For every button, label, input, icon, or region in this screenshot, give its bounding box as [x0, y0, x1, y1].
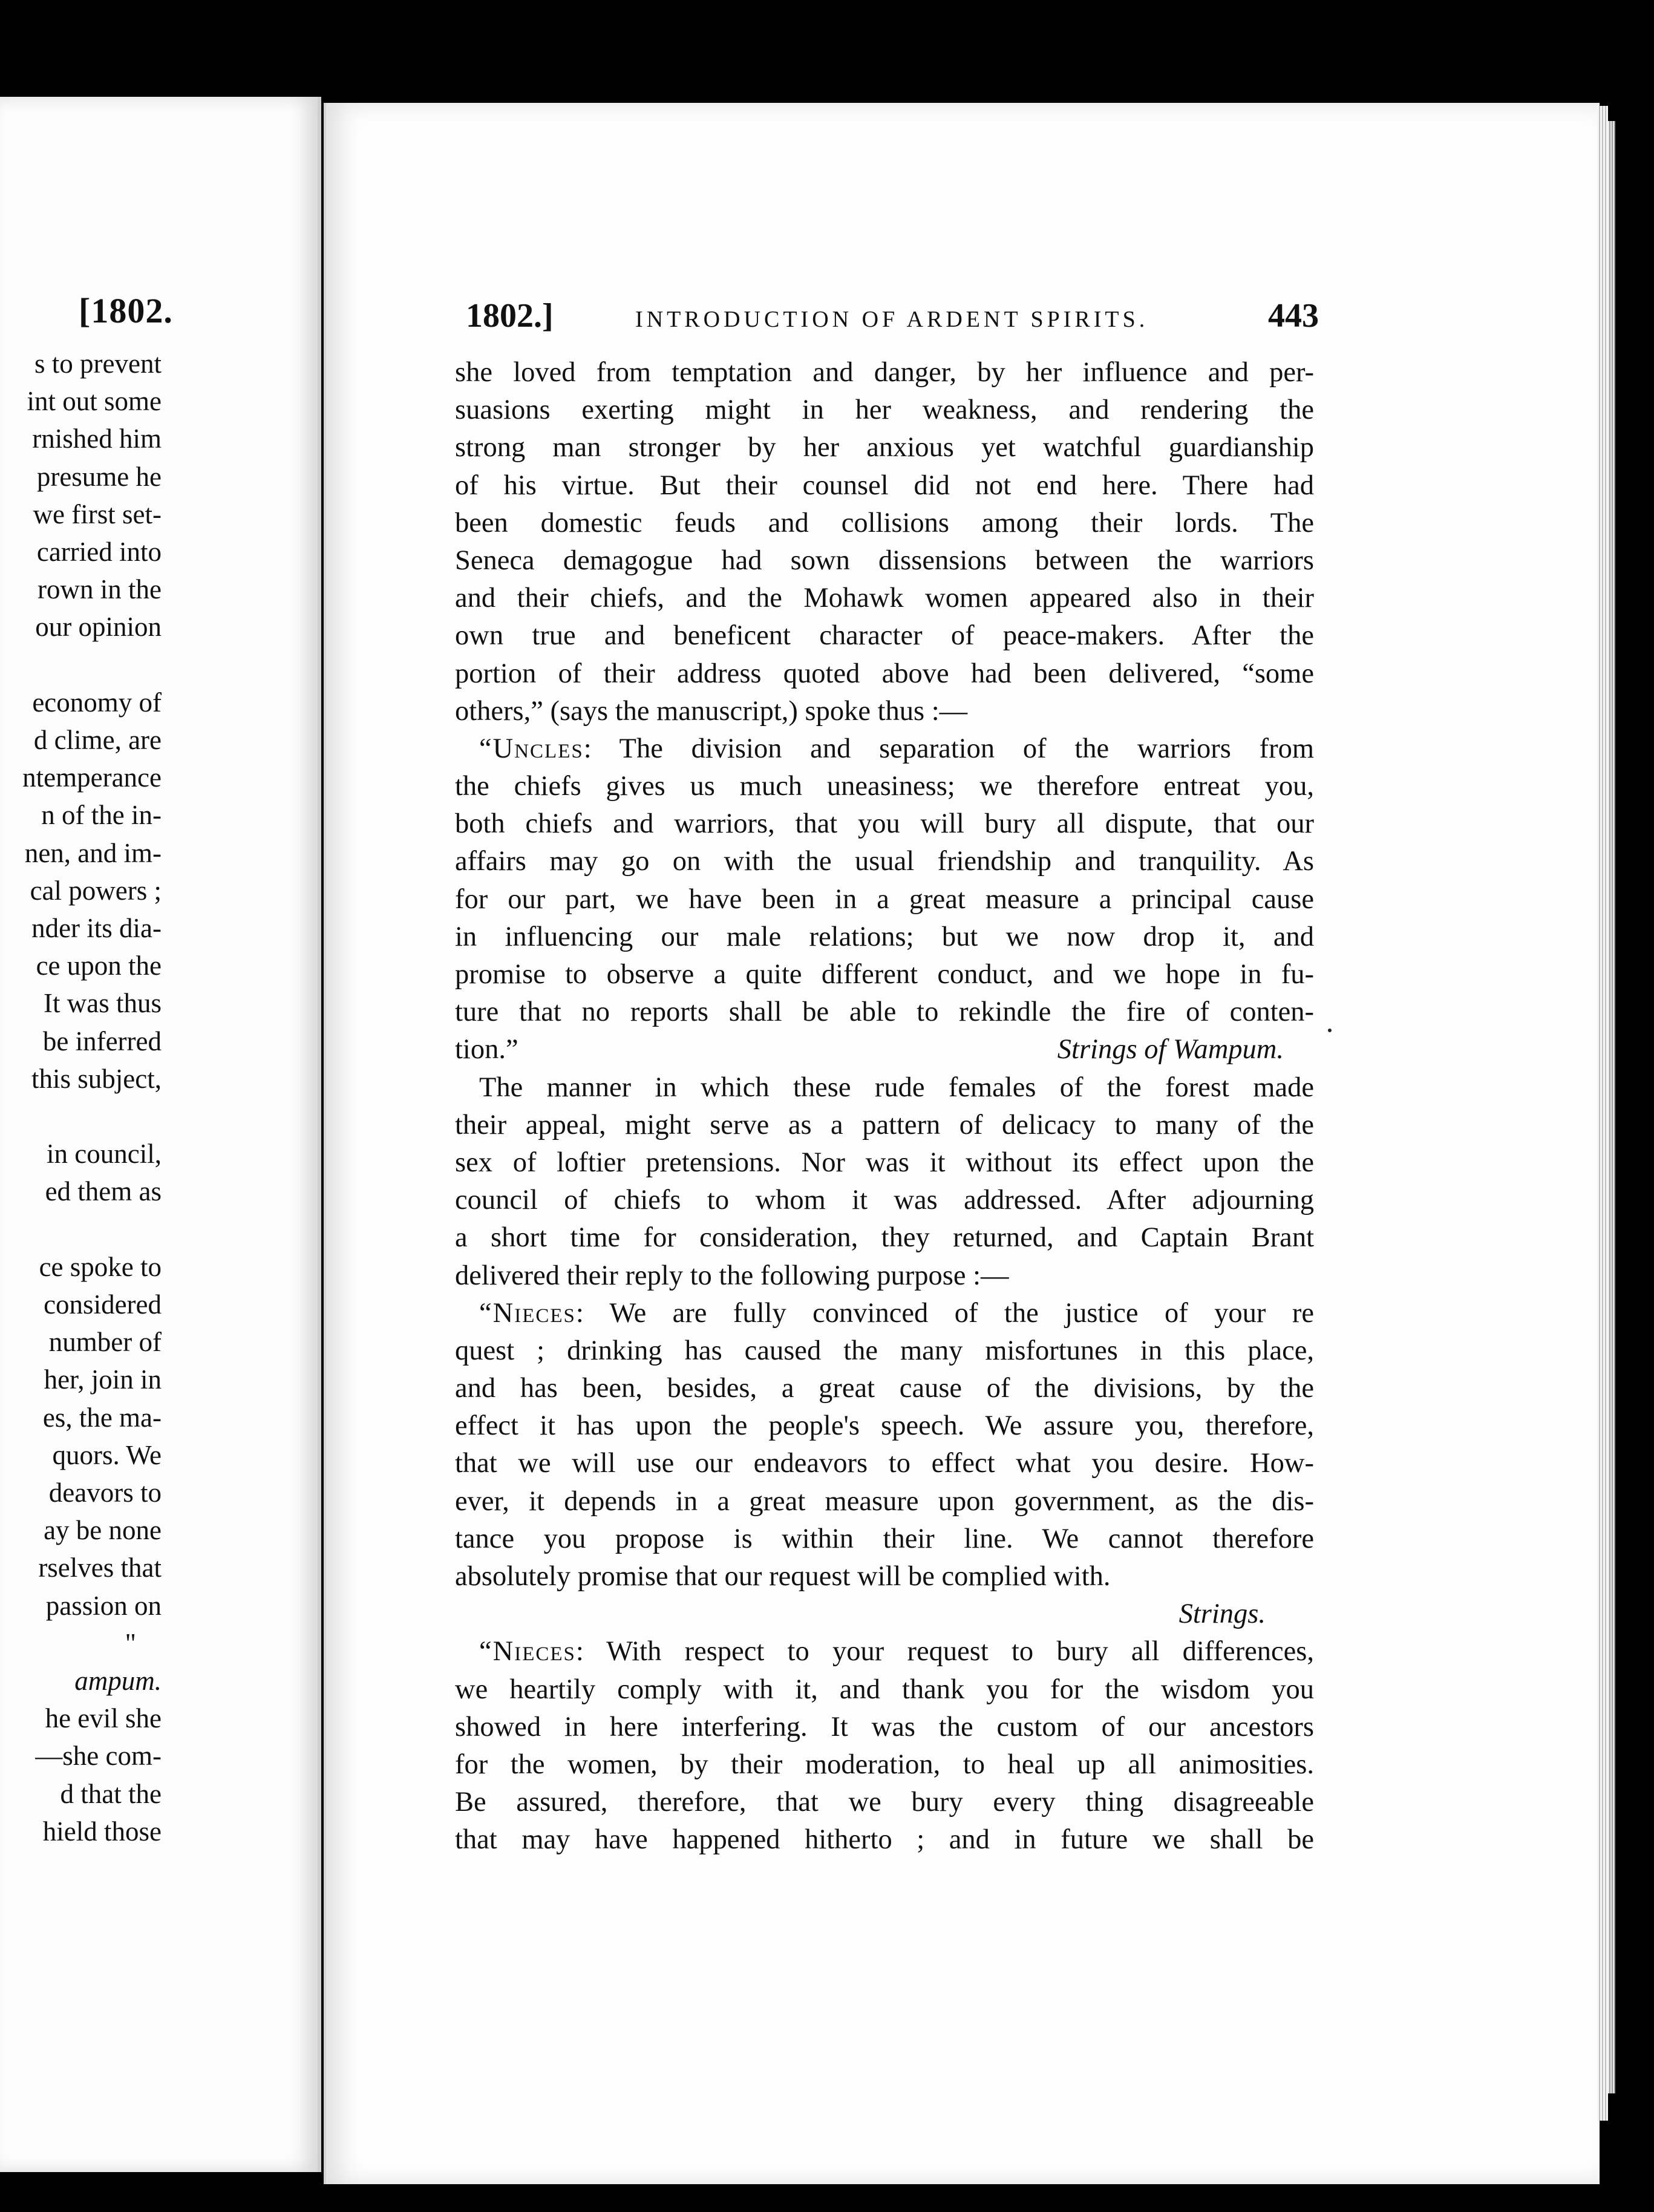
left-page-line: d clime, are — [33, 725, 162, 755]
text-line: strong man stronger by her anxious yet watchful guardianship — [455, 432, 1314, 463]
left-page-line: her, join in — [44, 1364, 162, 1395]
left-page-line: int out some — [27, 386, 162, 417]
text-line: tance you propose is within their line. We cannot therefore — [455, 1523, 1314, 1554]
text-line: Be assured, therefore, that we bury every thing disagreeable — [455, 1787, 1314, 1818]
text-line: that may have happened hitherto ; and in future we shall be — [455, 1824, 1314, 1856]
left-page-line: " — [125, 1628, 136, 1658]
running-header — [466, 296, 1319, 345]
speaker-label: “Nieces — [479, 1636, 576, 1667]
page-edge — [1597, 106, 1608, 2121]
text-line: affairs may go on with the usual friendship and tranquility. As — [455, 846, 1314, 877]
text-line: council of chiefs to whom it was addressed. After adjourning — [455, 1185, 1314, 1216]
page-edge-inner — [1608, 121, 1615, 2093]
text-line: of his virtue. But their counsel did not end here. There had — [455, 470, 1314, 501]
text-fragment: tion.” — [455, 1034, 518, 1065]
strings-note: Strings. — [1178, 1598, 1266, 1630]
left-page-line: d that the — [60, 1778, 162, 1809]
text-line: the chiefs gives us much uneasiness; we therefore entreat you, — [455, 771, 1314, 802]
left-page-line: s to prevent — [34, 348, 162, 379]
text-line: ever, it depends in a great measure upon government, as the dis- — [455, 1485, 1314, 1517]
left-page-line: we first set- — [33, 499, 162, 529]
text-line: delivered their reply to the following purpose :— — [455, 1260, 1009, 1291]
text-line: she loved from temptation and danger, by her influence and per- — [455, 357, 1314, 388]
text-line: both chiefs and warriors, that you will bury all dispute, that our — [455, 808, 1314, 840]
text-line: ture that no reports shall be able to rekindle the fire of conten- — [455, 996, 1314, 1028]
left-page-line: quors. We — [52, 1439, 162, 1470]
text-line — [455, 1295, 1314, 1332]
text-line: and has been, besides, a great cause of the divisions, by the — [455, 1373, 1314, 1404]
text-line: their appeal, might serve as a pattern of delicacy to many of the — [455, 1109, 1314, 1140]
text-line: promise to observe a quite different conduct, and we hope in fu- — [455, 959, 1314, 990]
left-page-line: economy of — [32, 687, 162, 718]
left-page-line: this subject, — [31, 1063, 162, 1094]
left-page-line: ampum. — [74, 1666, 162, 1696]
left-page-line: ce spoke to — [39, 1251, 162, 1282]
left-page-line: n of the in- — [41, 800, 162, 831]
left-page-line: rown in the — [38, 574, 162, 605]
text-line — [455, 1031, 1314, 1068]
text-line: portion of their address quoted above had been delivered, “some — [455, 658, 1314, 689]
text-line: others,” (says the manuscript,) spoke thus :— — [455, 695, 968, 727]
header-year: 1802.] — [466, 297, 554, 335]
text-fragment: : With respect to your request to bury all differences, — [575, 1636, 1314, 1667]
text-line: The manner in which these rude females of the forest made — [479, 1072, 1314, 1103]
left-page-line: deavors to — [48, 1477, 162, 1508]
text-fragment: : The division and separation of the warriors from — [583, 733, 1314, 764]
text-line: in influencing our male relations; but we now drop it, and — [455, 921, 1314, 952]
text-line: showed in here interfering. It was the custom of our ancestors — [455, 1711, 1314, 1742]
page-number: 443 — [1268, 297, 1319, 335]
left-page-line: be inferred — [42, 1026, 162, 1056]
text-line: quest ; drinking has caused the many misfortunes in this place, — [455, 1335, 1314, 1366]
text-fragment: : We are fully convinced of the justice of your re — [575, 1297, 1314, 1329]
text-line: own true and beneficent character of peace-makers. After the — [455, 620, 1314, 652]
text-line: sex of loftier pretensions. Nor was it without its effect upon the — [455, 1147, 1314, 1178]
left-page-line: our opinion — [35, 612, 162, 643]
left-page-line: passion on — [45, 1590, 162, 1621]
body-text — [455, 354, 1314, 1859]
text-line: absolutely promise that our request will be complied with. — [455, 1561, 1111, 1592]
left-page-line: considered — [44, 1289, 162, 1320]
left-page-line: ed them as — [45, 1176, 162, 1207]
text-line — [455, 1633, 1314, 1670]
text-line: been domestic feuds and collisions among their lords. The — [455, 507, 1314, 538]
left-page-line: —she com- — [35, 1741, 162, 1772]
left-page-line: nen, and im- — [24, 837, 162, 868]
left-page-line: ay be none — [44, 1515, 162, 1546]
left-page-line: rnished him — [32, 424, 162, 454]
text-line: effect it has upon the people's speech. We assure you, therefore, — [455, 1410, 1314, 1442]
left-page-line: in council, — [47, 1139, 162, 1170]
left-page-header: [1802. — [79, 291, 173, 330]
text-line: for the women, by their moderation, to heal up all animosities. — [455, 1749, 1314, 1780]
left-page-line: carried into — [36, 537, 162, 567]
text-line — [455, 730, 1314, 768]
left-page — [0, 97, 321, 2172]
left-page-line: number of — [48, 1327, 162, 1358]
left-page-line: es, the ma- — [42, 1402, 162, 1433]
text-line: that we will use our endeavors to effect what you desire. How- — [455, 1448, 1314, 1479]
wampum-note: Strings of Wampum. — [1057, 1034, 1284, 1065]
text-line: and their chiefs, and the Mohawk women appeared also in their — [455, 583, 1314, 614]
text-line: Seneca demagogue had sown dissensions between the warriors — [455, 545, 1314, 576]
left-page-line: cal powers ; — [30, 875, 162, 906]
header-title: INTRODUCTION OF ARDENT SPIRITS. — [635, 307, 1149, 332]
left-page-line: ntemperance — [22, 762, 162, 793]
text-line: a short time for consideration, they returned, and Captain Brant — [455, 1222, 1314, 1254]
stray-mark — [1328, 1029, 1332, 1032]
text-line: we heartily comply with it, and thank you for the wisdom you — [455, 1674, 1314, 1705]
speaker-label: “Uncles — [479, 733, 584, 764]
left-page-line: hield those — [42, 1816, 162, 1847]
left-page-line: nder its dia- — [31, 913, 162, 943]
text-line: for our part, we have been in a great measure a principal cause — [455, 883, 1314, 915]
left-page-line: ce upon the — [36, 951, 162, 981]
left-page-line: rselves that — [38, 1553, 162, 1583]
speaker-label: “Nieces — [479, 1297, 576, 1329]
left-page-line: presume he — [36, 461, 162, 492]
left-page-line: It was thus — [44, 988, 162, 1019]
text-line: suasions exerting might in her weakness, and rendering the — [455, 394, 1314, 426]
left-page-line: he evil she — [45, 1703, 162, 1734]
